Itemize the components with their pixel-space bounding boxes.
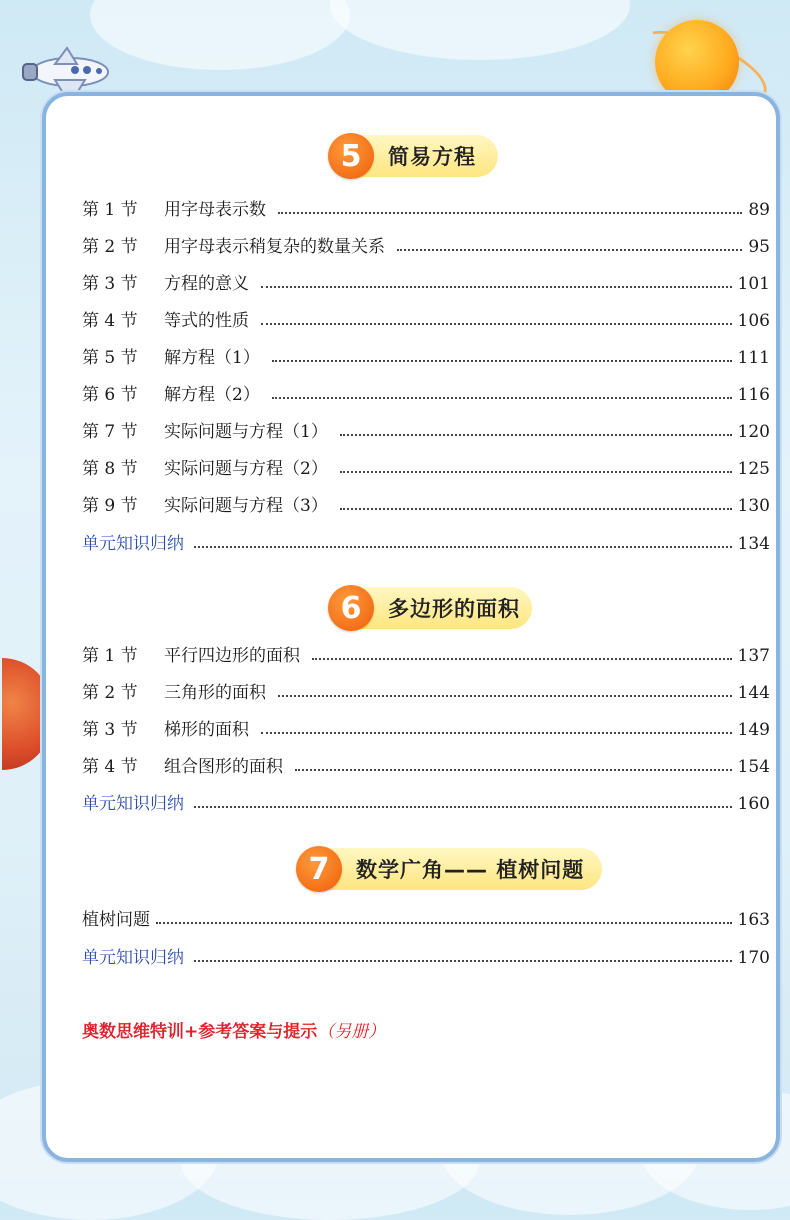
page-number: 106 [737, 311, 770, 331]
section-title: 梯形的面积 [164, 720, 249, 740]
unit-summary-entry[interactable] [82, 524, 770, 554]
unit-number-badge: 5 [328, 133, 374, 179]
unit-title: 简易方程 [388, 145, 476, 169]
page-number: 160 [737, 794, 770, 814]
unit-title: 数学广角—— 植树问题 [356, 858, 585, 882]
page-number: 163 [737, 910, 770, 930]
dot-leader [156, 921, 732, 924]
dot-leader [397, 248, 742, 251]
section-title: 用字母表示稍复杂的数量关系 [164, 237, 385, 257]
toc-entry[interactable] [82, 636, 770, 666]
page-number: 95 [748, 237, 770, 257]
toc-entry[interactable] [82, 338, 770, 368]
section-number: 第 2 节 [82, 237, 138, 257]
section-number: 第 2 节 [82, 683, 138, 703]
dot-leader [261, 285, 732, 288]
dot-leader [194, 805, 732, 808]
toc-entry[interactable] [82, 375, 770, 405]
section-number: 第 4 节 [82, 311, 138, 331]
dot-leader [278, 694, 732, 697]
section-title: 平行四边形的面积 [164, 646, 300, 666]
appendix-entry[interactable] [82, 1017, 385, 1042]
section-title: 实际问题与方程（3） [164, 496, 328, 516]
section-title: 三角形的面积 [164, 683, 266, 703]
toc-entry[interactable] [82, 710, 770, 740]
dot-leader [295, 768, 732, 771]
toc-entry[interactable] [82, 227, 770, 257]
section-number: 第 4 节 [82, 757, 138, 777]
page-number: 125 [737, 459, 770, 479]
page-number: 137 [737, 646, 770, 666]
appendix-note: （另册） [317, 1022, 386, 1042]
toc-entry[interactable] [82, 301, 770, 331]
section-number: 第 8 节 [82, 459, 138, 479]
page-number: 130 [737, 496, 770, 516]
page-number: 170 [737, 948, 770, 968]
summary-title: 单元知识归纳 [82, 534, 184, 554]
unit-number-badge: 6 [328, 585, 374, 631]
section-title: 组合图形的面积 [164, 757, 283, 777]
section-title: 解方程（2） [164, 385, 260, 405]
dot-leader [340, 433, 732, 436]
section-title: 等式的性质 [164, 311, 249, 331]
page-number: 116 [737, 385, 770, 405]
page-number: 149 [737, 720, 770, 740]
section-title: 植树问题 [82, 910, 150, 930]
summary-title: 单元知识归纳 [82, 948, 184, 968]
unit-number-badge: 7 [296, 846, 342, 892]
cloud-decoration [330, 0, 630, 60]
toc-entry[interactable] [82, 673, 770, 703]
toc-entry[interactable] [82, 264, 770, 294]
section-title: 用字母表示数 [164, 200, 266, 220]
dot-leader [194, 545, 732, 548]
page-number: 111 [737, 348, 770, 368]
toc-entry[interactable] [82, 412, 770, 442]
unit-header [332, 135, 498, 177]
unit-header [332, 587, 532, 629]
toc-entry[interactable] [82, 486, 770, 516]
dot-leader [340, 470, 732, 473]
page-number: 154 [737, 757, 770, 777]
section-title: 实际问题与方程（2） [164, 459, 328, 479]
unit-summary-entry[interactable] [82, 938, 770, 968]
dot-leader [261, 731, 732, 734]
appendix-title: 奥数思维特训+参考答案与提示 [82, 1022, 318, 1042]
section-title: 解方程（1） [164, 348, 260, 368]
section-number: 第 3 节 [82, 720, 138, 740]
dot-leader [340, 507, 732, 510]
dot-leader [272, 396, 732, 399]
toc-entry[interactable] [82, 190, 770, 220]
page-number: 144 [737, 683, 770, 703]
section-title: 实际问题与方程（1） [164, 422, 328, 442]
dot-leader [261, 322, 732, 325]
toc-entry[interactable] [82, 747, 770, 777]
dot-leader [312, 657, 732, 660]
page-number: 89 [748, 200, 770, 220]
section-number: 第 6 节 [82, 385, 138, 405]
section-number: 第 5 节 [82, 348, 138, 368]
unit-header [300, 848, 602, 890]
summary-title: 单元知识归纳 [82, 794, 184, 814]
section-number: 第 3 节 [82, 274, 138, 294]
dot-leader [194, 959, 732, 962]
toc-entry[interactable] [82, 449, 770, 479]
dot-leader [272, 359, 732, 362]
page-number: 134 [737, 534, 770, 554]
cloud-decoration [90, 0, 350, 70]
section-number: 第 7 节 [82, 422, 138, 442]
page-number: 101 [737, 274, 770, 294]
dot-leader [278, 211, 742, 214]
unit-title: 多边形的面积 [388, 597, 520, 621]
page-number: 120 [737, 422, 770, 442]
toc-entry[interactable] [82, 900, 770, 930]
section-number: 第 9 节 [82, 496, 138, 516]
section-title: 方程的意义 [164, 274, 249, 294]
unit-summary-entry[interactable] [82, 784, 770, 814]
section-number: 第 1 节 [82, 646, 138, 666]
section-number: 第 1 节 [82, 200, 138, 220]
